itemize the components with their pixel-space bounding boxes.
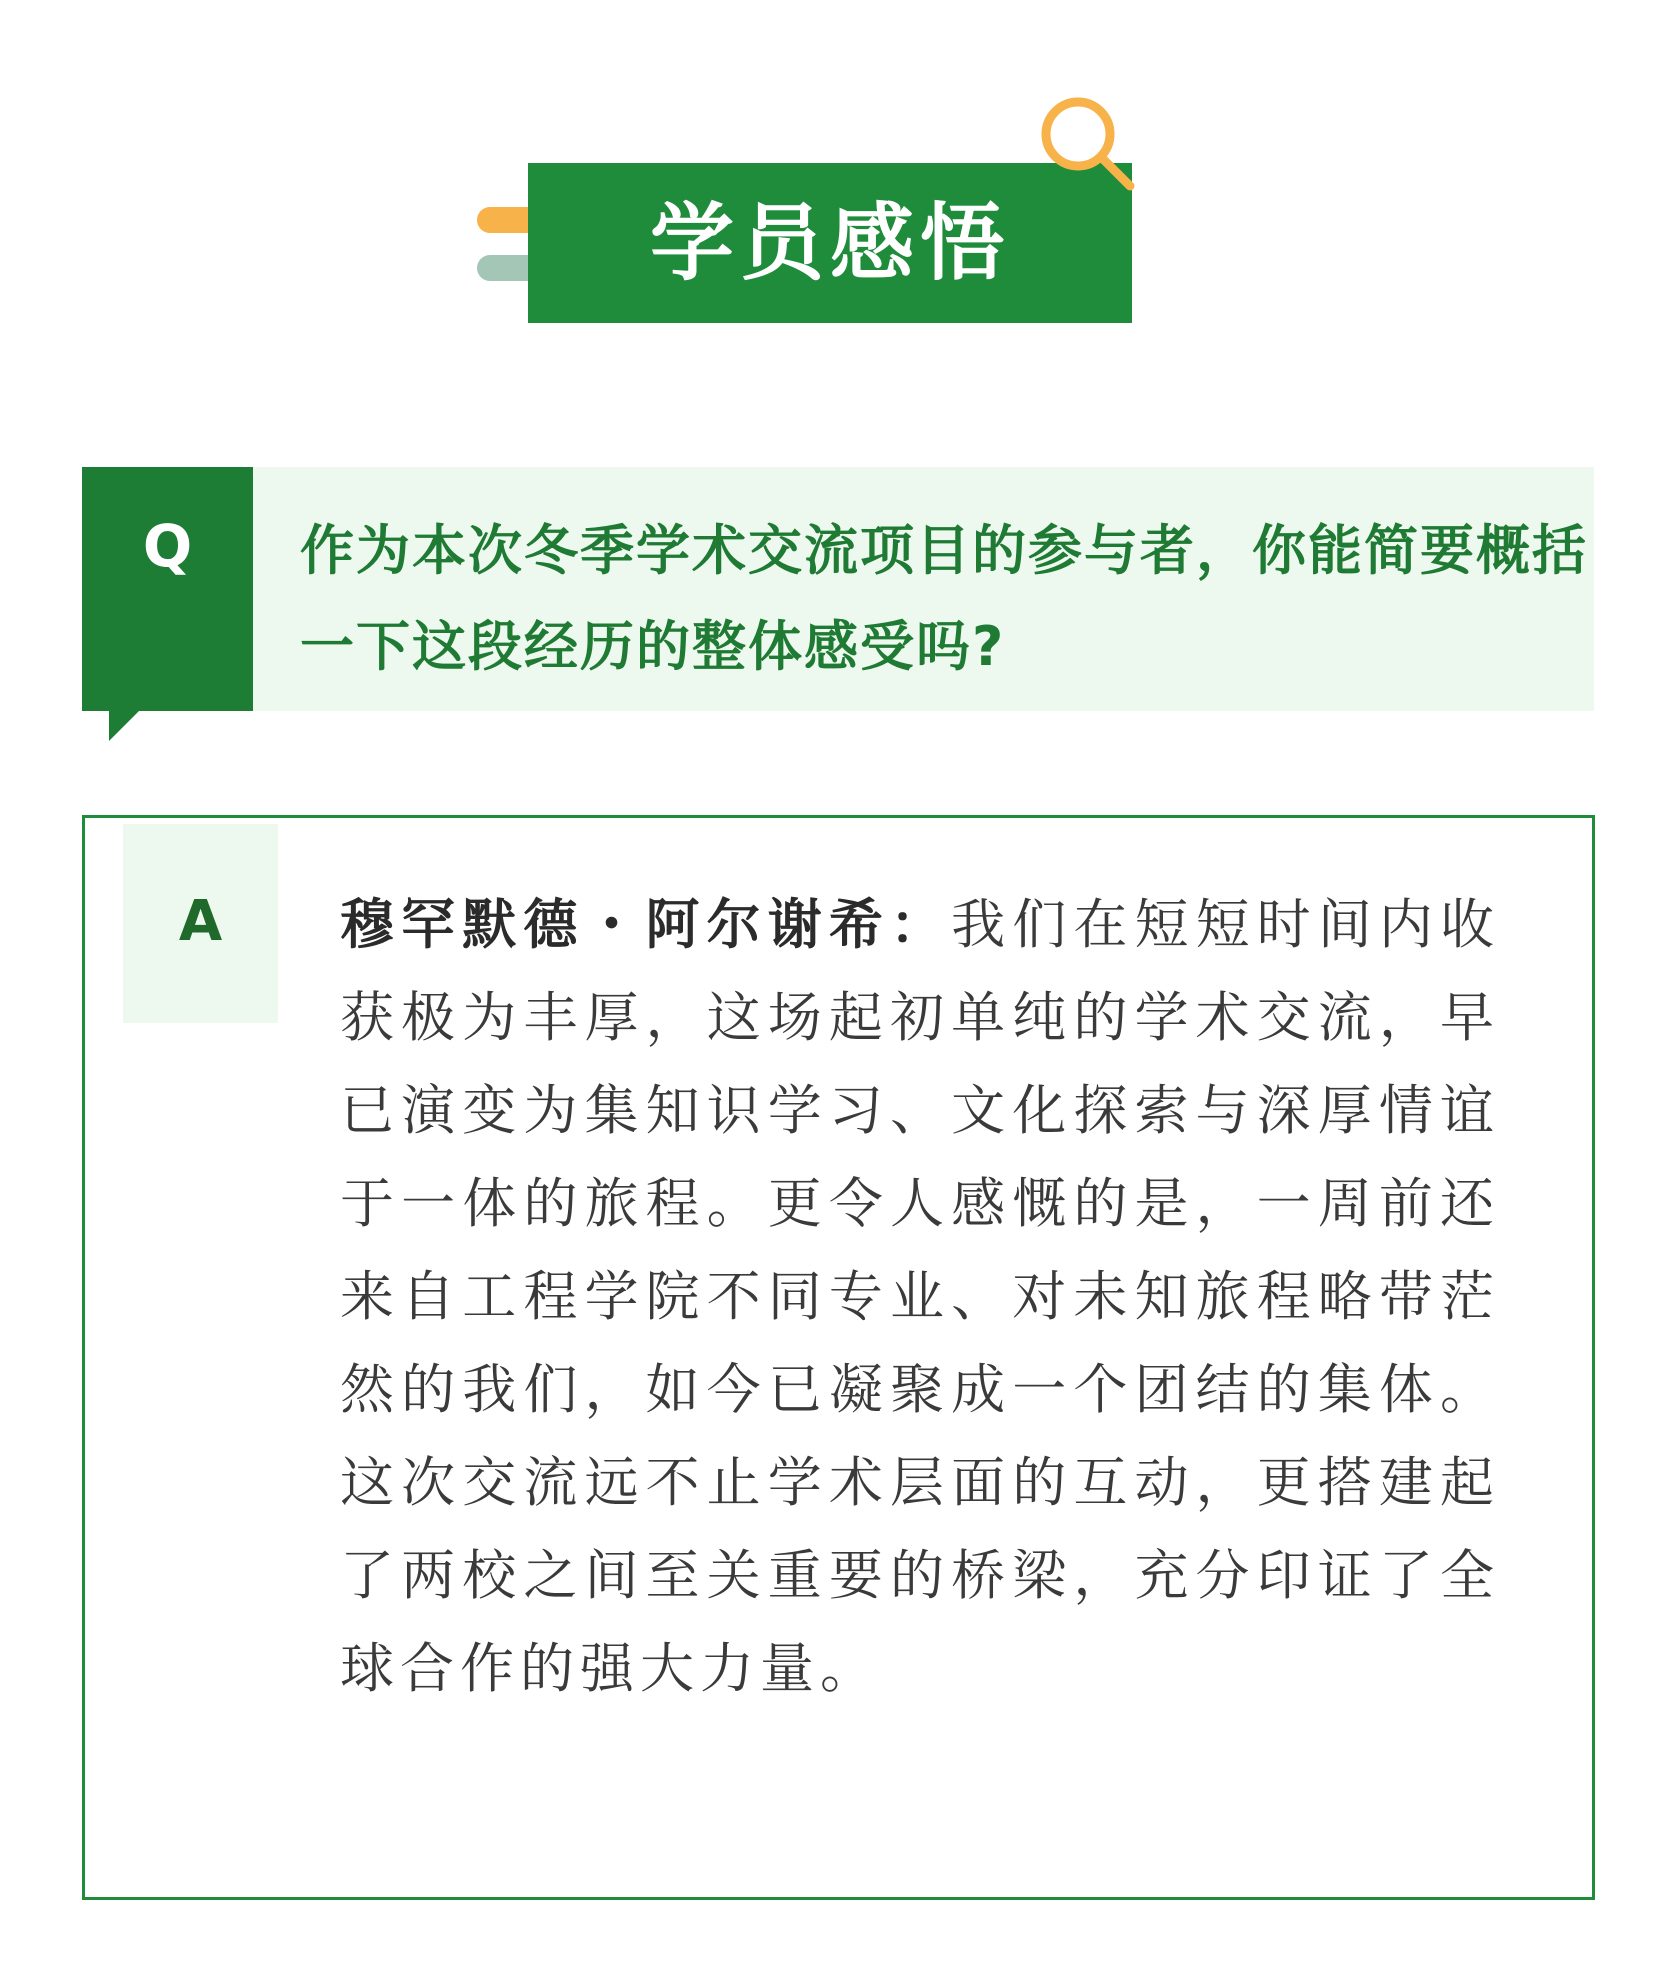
header-banner [0,0,1675,340]
question-label: Q [142,512,193,580]
magnifier-icon [1036,94,1136,194]
answer-label: A [178,889,223,954]
answer-block [82,815,1595,1900]
question-block [82,467,1594,711]
page-title: 学员感悟 [649,194,1010,292]
answer-text-container [340,878,1500,1715]
question-label-tail [109,711,139,741]
answer-text: 我们在短短时间内收获极为丰厚，这场起初单纯的学术交流，早已演变为集知识学习、文化探索与深厚情谊于一体的旅程。更令人感慨的是，一周前还来自工程学院不同专业、对未知旅程略带茫然的我们，如今已凝聚成一个团结的集体。这次交流远不止学术层面的互动，更搭建起了两校之间至关重要的桥梁，充分印证了全球合作的强大力量。 [340,893,1501,1700]
answer-label-box [123,824,278,1023]
question-text: 作为本次冬季学术交流项目的参与者，你能简要概括一下这段经历的整体感受吗? [300,519,1588,678]
answer-speaker: 穆罕默德・阿尔谢希： [340,893,952,956]
question-label-box [82,467,253,711]
